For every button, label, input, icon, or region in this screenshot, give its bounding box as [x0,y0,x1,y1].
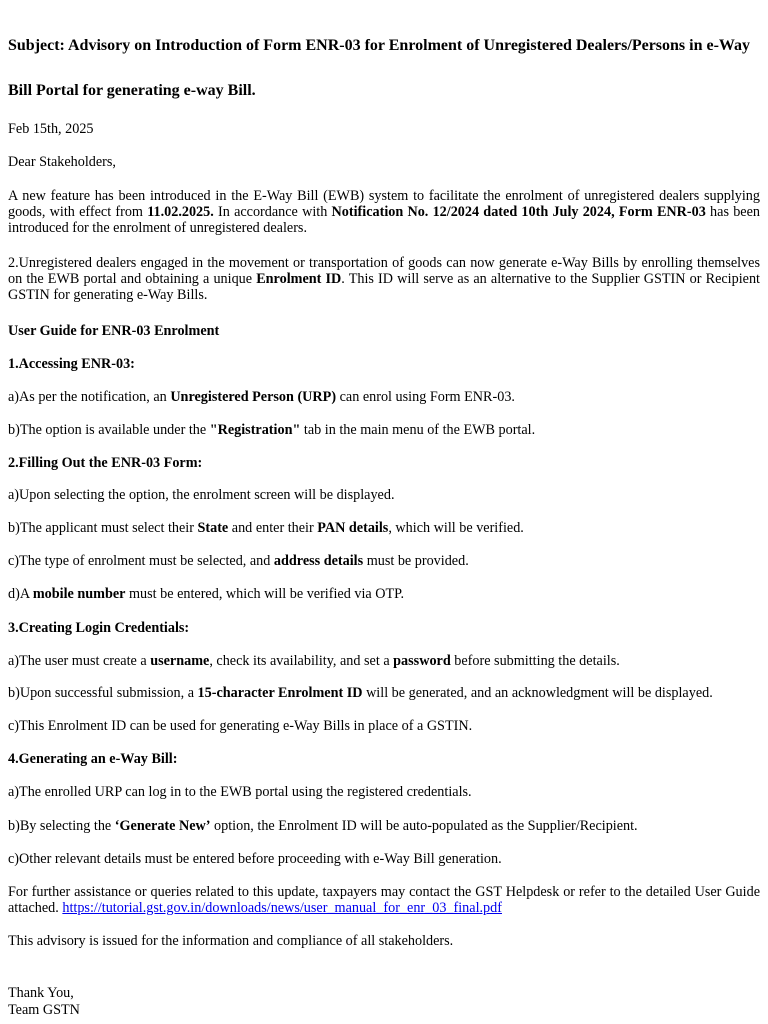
section-2-item-c: c)The type of enrolment must be selected, and address details must be provided. [8,553,469,569]
section-2-item-a: a)Upon selecting the option, the enrolment screen will be displayed. [8,487,395,503]
section-4-item-b: b)By selecting the ‘Generate New’ option, the Enrolment ID will be auto-populated as the Supplier/Recipient. [8,818,638,834]
closing-note: This advisory is issued for the information and compliance of all stakeholders. [8,933,454,949]
section-4-item-c: c)Other relevant details must be entered before proceeding with e-Way Bill generation. [8,851,502,867]
greeting: Dear Stakeholders, [8,154,116,170]
section-3-item-c: c)This Enrolment ID can be used for generating e-Way Bills in place of a GSTIN. [8,718,473,734]
section-3-heading: 3.Creating Login Credentials: [8,620,190,636]
paragraph-2: 2.Unregistered dealers engaged in the movement or transportation of goods can now generate e-Way Bills by enrolling themselves on the EWB portal and obtaining a unique Enrolment ID. This ID will serve as an alternative to the Supplier GSTIN or Recipient GSTIN for generating e-Way Bills. [8,255,760,303]
signoff-thanks: Thank You, [8,985,74,1001]
section-2-item-d: d)A mobile number must be entered, which will be verified via OTP. [8,586,405,602]
subject-heading: Subject: Advisory on Introduction of Form ENR-03 for Enrolment of Unregistered Dealers/Persons in e-Way Bill Portal for generating e-way Bill. [8,37,751,99]
section-4-heading: 4.Generating an e-Way Bill: [8,751,178,767]
assistance-paragraph: For further assistance or queries related to this update, taxpayers may contact the GST Helpdesk or refer to the detailed User Guide attached. https://tutorial.gst.gov.in/downloads/news/user_manual_for_enr_03_final.pdf [8,884,760,916]
advisory-date: Feb 15th, 2025 [8,121,94,137]
section-1-item-a: a)As per the notification, an Unregistered Person (URP) can enrol using Form ENR-03. [8,389,515,405]
section-4-item-a: a)The enrolled URP can log in to the EWB portal using the registered credentials. [8,784,472,800]
section-3-item-b: b)Upon successful submission, a 15-character Enrolment ID will be generated, and an acknowledgment will be displayed. [8,685,713,701]
notification-reference: Notification No. 12/2024 dated 10th July 2024, Form ENR-03 [331,204,706,220]
section-3-item-a: a)The user must create a username, check its availability, and set a password before submitting the details. [8,653,620,669]
section-2-heading: 2.Filling Out the ENR-03 Form: [8,455,203,471]
section-1-heading: 1.Accessing ENR-03: [8,356,135,372]
section-2-item-b: b)The applicant must select their State and enter their PAN details, which will be verified. [8,520,524,536]
user-guide-title: User Guide for ENR-03 Enrolment [8,323,220,339]
effective-date: 11.02.2025. [147,204,214,220]
user-manual-link[interactable]: https://tutorial.gst.gov.in/downloads/news/user_manual_for_enr_03_final.pdf [62,900,502,916]
intro-paragraph: A new feature has been introduced in the E-Way Bill (EWB) system to facilitate the enrolment of unregistered dealers supplying goods, with effect from 11.02.2025. In accordance with Notification No. 12/2024 dated 10th July 2024, Form ENR-03 has been introduced for the enrolment of unregistered dealers. [8,188,760,236]
signoff-team: Team GSTN [8,1002,80,1018]
section-1-item-b: b)The option is available under the "Registration" tab in the main menu of the EWB portal. [8,422,536,438]
